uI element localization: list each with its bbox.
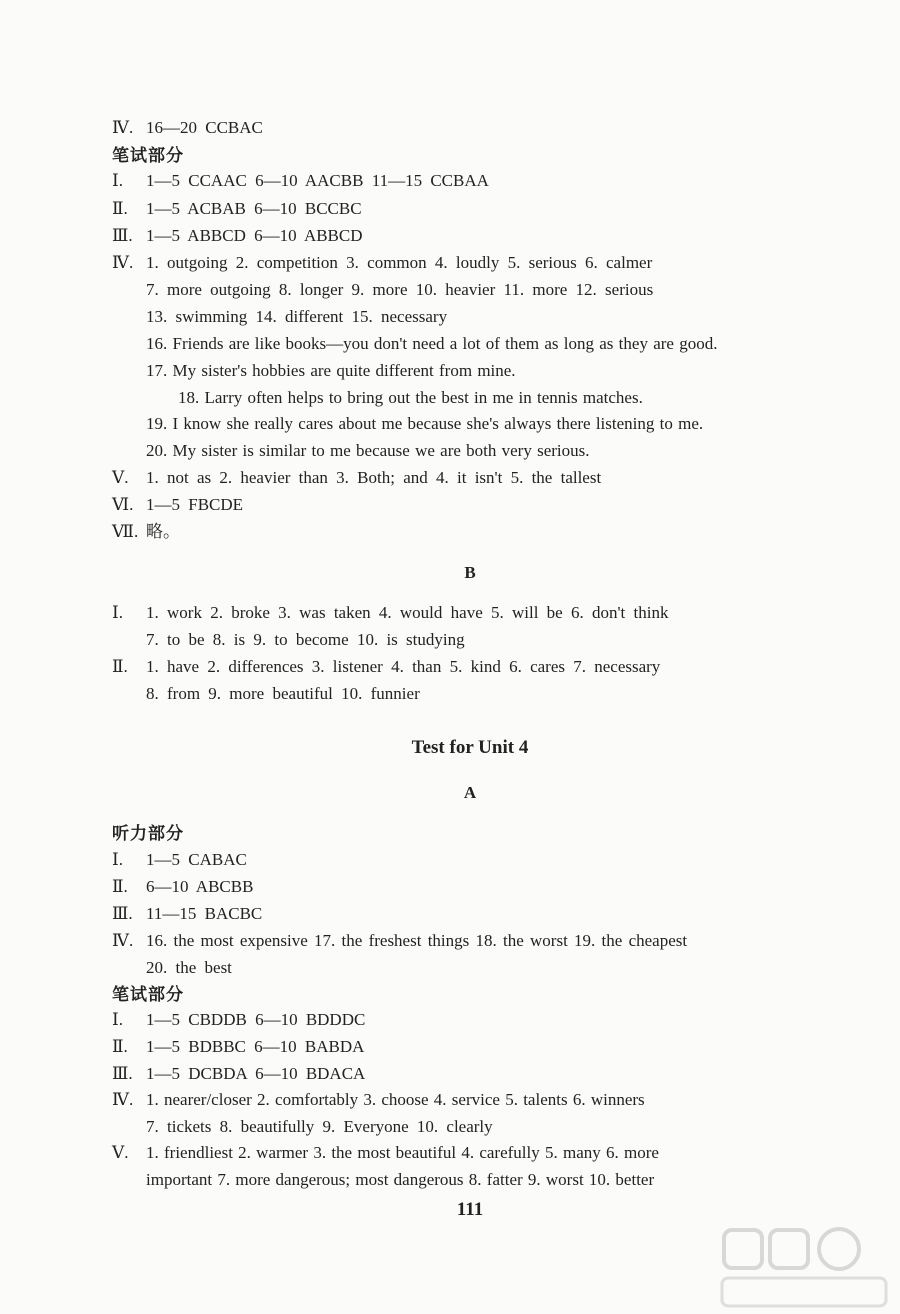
answer-key-page: Ⅳ. 16—20 CCBAC 笔试部分 Ⅰ. 1—5 CCAAC 6—10 AACBB 11—15 CCBAA Ⅱ. 1—5 ACBAB 6—10 BCCBC Ⅲ. 1—5 ABBCD 6—10 ABBCD Ⅳ. 1. outgoing 2. competition 3. common 4. loudly 5. serious 6. calmer 7. more outgoing 8. longer 9. more 10. heavier 11. more 12. serious 13. swimming 14. different 15. necessary 16. Friends are like books—you don't need a lot of them as long as they are good. 17. My sister's hobbies are quite different from mine. 18. Larry often helps to bring out the best in me in tennis matches. 19. I know she really cares about me because she's always there listening to me. 20. My sister is similar to me because we are both very serious. Ⅴ. 1. not as 2. heavier than 3. Both; and 4. it isn't 5. the tallest Ⅵ. 1—5 FBCDE Ⅶ. 略。 B Ⅰ. 1. work 2. broke 3. was taken 4. would have 5. will be 6. don't think 7. to be 8. is 9. to become 10. is studying Ⅱ. 1. have 2. differences 3. listener 4. than 5. kind 6. cares 7. necessary 8. from 9. more beautiful 10. funnier Test for Unit 4 A 听力部分 Ⅰ. 1—5 CABAC Ⅱ. 6—10 ABCBB Ⅲ. 11—15 BACBC Ⅳ. 16. the most expensive 17. the freshest things 18. the worst 19. the cheapest 20. the best 笔试部分 Ⅰ. 1—5 CBDDB 6—10 BDDDC Ⅱ. 1—5 BDBBC 6—10 BABDA Ⅲ. 1—5 DCBDA 6—10 BDACA Ⅳ. 1. nearer/closer 2. comfortably 3. choose 4. service 5. talents 6. winners 7. tickets 8. beautifully 9. Everyone 10. clearly Ⅴ. 1. friendliest 2. warmer 3. the most beautiful 4. carefully 5. many 6. more important 7. more dangerous; most dangerous 8. fatter 9. worst 10. better 111 (0, 0, 900, 1314)
watermark-logo-icon (714, 1222, 894, 1312)
test-title: Test for Unit 4 (411, 737, 529, 758)
section-heading-written: 笔试部分 (112, 985, 184, 1005)
page-number: 111 (456, 1199, 484, 1220)
section-heading-b: B (464, 563, 476, 582)
section-heading-written: 笔试部分 (112, 146, 184, 166)
section-heading-a: A (463, 783, 477, 802)
section-heading-listening: 听力部分 (112, 824, 184, 844)
